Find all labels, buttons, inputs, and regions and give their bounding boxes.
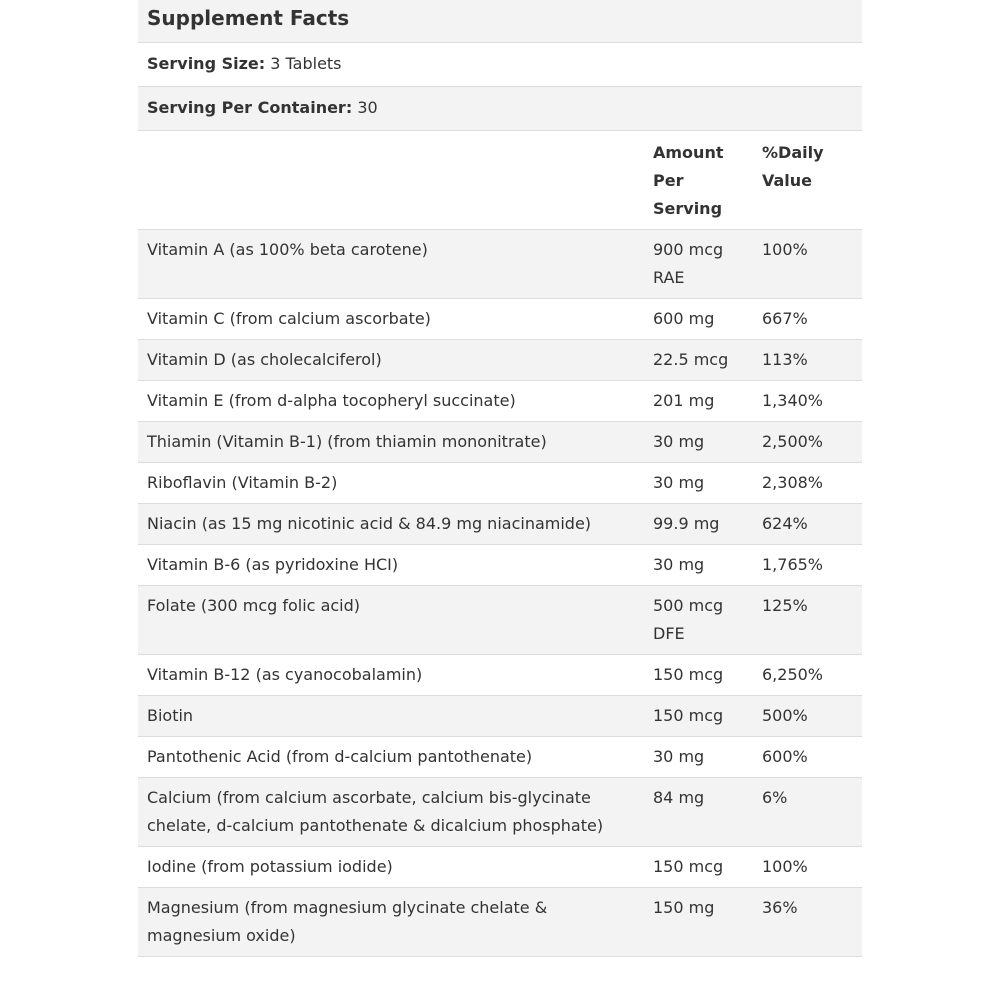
nutrient-name: Magnesium (from magnesium glycinate chelate & magnesium oxide) — [138, 888, 644, 957]
nutrient-name: Niacin (as 15 mg nicotinic acid & 84.9 mg niacinamide) — [138, 504, 644, 545]
table-row — [138, 545, 862, 586]
nutrient-amount: 84 mg — [644, 778, 753, 847]
nutrient-daily-value: 6% — [753, 778, 862, 847]
nutrient-name: Vitamin B-12 (as cyanocobalamin) — [138, 655, 644, 696]
nutrient-amount: 150 mcg — [644, 847, 753, 888]
nutrient-amount: 150 mcg — [644, 655, 753, 696]
table-row — [138, 381, 862, 422]
nutrient-daily-value: 600% — [753, 737, 862, 778]
nutrient-amount: 99.9 mg — [644, 504, 753, 545]
nutrient-amount: 30 mg — [644, 463, 753, 504]
nutrient-name: Vitamin A (as 100% beta carotene) — [138, 230, 644, 299]
nutrient-daily-value: 667% — [753, 299, 862, 340]
nutrient-amount: 500 mcg DFE — [644, 586, 753, 655]
nutrient-name: Calcium (from calcium ascorbate, calcium bis-glycinate chelate, d-calcium pantothenate & dicalcium phosphate) — [138, 778, 644, 847]
table-row — [138, 586, 862, 655]
nutrient-name: Vitamin B-6 (as pyridoxine HCI) — [138, 545, 644, 586]
nutrient-amount: 30 mg — [644, 737, 753, 778]
table-header-row — [138, 131, 862, 230]
nutrient-daily-value: 500% — [753, 696, 862, 737]
table-row — [138, 299, 862, 340]
nutrient-name: Biotin — [138, 696, 644, 737]
nutrient-name: Vitamin D (as cholecalciferol) — [138, 340, 644, 381]
nutrient-name: Iodine (from potassium iodide) — [138, 847, 644, 888]
nutrient-name: Pantothenic Acid (from d-calcium pantothenate) — [138, 737, 644, 778]
nutrient-daily-value: 1,340% — [753, 381, 862, 422]
nutrient-daily-value: 100% — [753, 230, 862, 299]
nutrient-daily-value: 2,500% — [753, 422, 862, 463]
table-row — [138, 230, 862, 299]
nutrient-amount: 30 mg — [644, 422, 753, 463]
nutrient-amount: 30 mg — [644, 545, 753, 586]
table-row — [138, 422, 862, 463]
header-amount-per-serving: Amount Per Serving — [644, 131, 753, 230]
table-row — [138, 737, 862, 778]
table-row — [138, 778, 862, 847]
header-nutrient-cell — [138, 131, 644, 230]
nutrient-daily-value: 125% — [753, 586, 862, 655]
nutrient-name: Thiamin (Vitamin B-1) (from thiamin mononitrate) — [138, 422, 644, 463]
nutrient-table — [138, 131, 862, 957]
header-daily-value: %Daily Value — [753, 131, 862, 230]
servings-per-container-row — [138, 87, 862, 131]
nutrient-amount: 900 mcg RAE — [644, 230, 753, 299]
nutrient-daily-value: 113% — [753, 340, 862, 381]
nutrient-name: Folate (300 mcg folic acid) — [138, 586, 644, 655]
supplement-facts-panel — [138, 0, 862, 1000]
nutrient-amount: 201 mg — [644, 381, 753, 422]
serving-size-row — [138, 43, 862, 87]
nutrient-amount: 22.5 mcg — [644, 340, 753, 381]
nutrient-name: Vitamin E (from d-alpha tocopheryl succinate) — [138, 381, 644, 422]
panel-title: Supplement Facts — [138, 0, 862, 43]
table-row — [138, 504, 862, 545]
nutrient-name: Vitamin C (from calcium ascorbate) — [138, 299, 644, 340]
servings-per-container-value: 30 — [357, 98, 378, 117]
table-row — [138, 847, 862, 888]
table-row — [138, 340, 862, 381]
nutrient-daily-value: 6,250% — [753, 655, 862, 696]
nutrient-name: Riboflavin (Vitamin B-2) — [138, 463, 644, 504]
nutrient-amount: 150 mcg — [644, 696, 753, 737]
nutrient-amount: 150 mg — [644, 888, 753, 957]
nutrient-daily-value: 100% — [753, 847, 862, 888]
table-row — [138, 655, 862, 696]
table-row — [138, 696, 862, 737]
nutrient-daily-value: 2,308% — [753, 463, 862, 504]
table-row — [138, 888, 862, 957]
nutrient-rows — [138, 230, 862, 957]
table-row — [138, 463, 862, 504]
nutrient-amount: 600 mg — [644, 299, 753, 340]
serving-size-value: 3 Tablets — [270, 54, 342, 73]
nutrient-daily-value: 624% — [753, 504, 862, 545]
nutrient-daily-value: 1,765% — [753, 545, 862, 586]
serving-size-label: Serving Size: — [147, 54, 266, 73]
servings-per-container-label: Serving Per Container: — [147, 98, 353, 117]
nutrient-daily-value: 36% — [753, 888, 862, 957]
